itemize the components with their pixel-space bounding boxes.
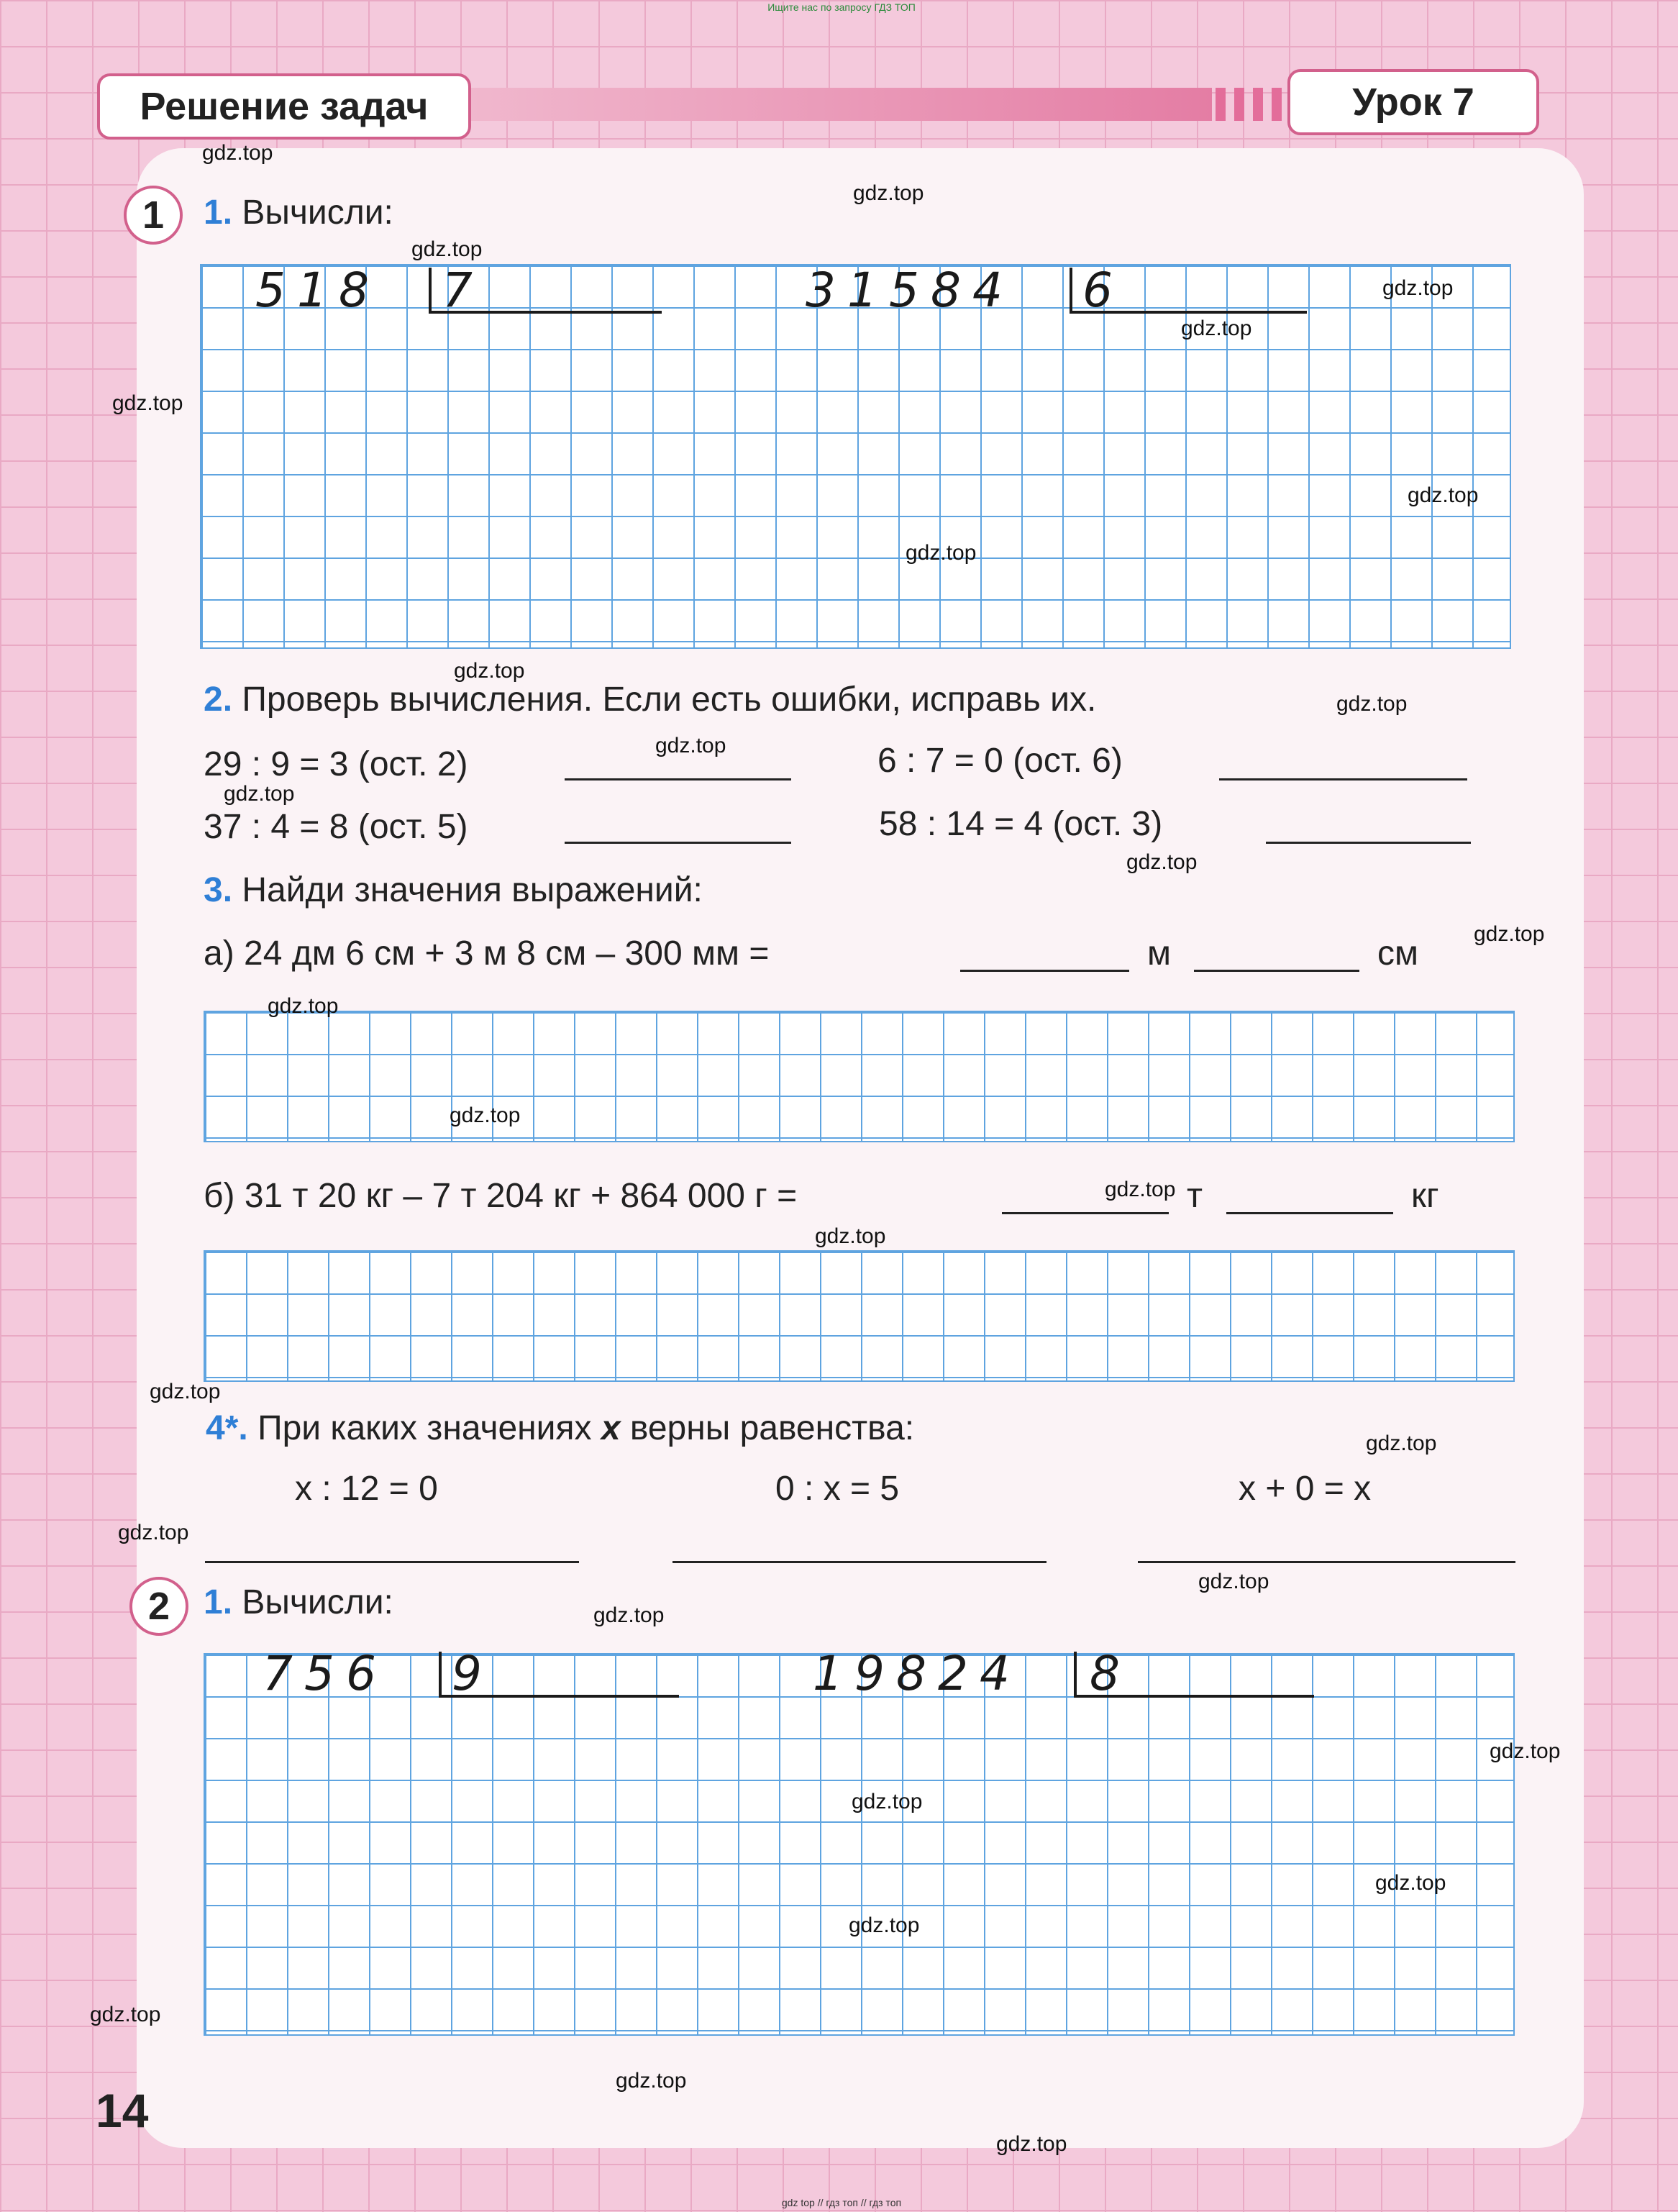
watermark: gdz.top [150,1380,221,1403]
unit-label: кг [1411,1177,1439,1215]
division-1-divisor: 7 [442,263,484,318]
work-grid-1[interactable] [200,264,1511,649]
watermark: gdz.top [1375,1871,1446,1895]
check-item-4: 58 : 14 = 4 (ост. 3) [879,805,1163,843]
task-text: Проверь вычисления. Если есть ошибки, исправь их. [242,681,1097,719]
answer-line[interactable] [672,1561,1047,1563]
answer-line[interactable] [1219,778,1467,780]
watermark: gdz.top [853,181,924,205]
watermark: gdz.top [1336,692,1408,716]
watermark: gdz.top [906,541,977,565]
work-grid-3a[interactable] [204,1011,1515,1142]
watermark: gdz.top [202,141,273,165]
watermark: gdz.top [815,1224,886,1248]
task-text: При каких значениях [257,1409,592,1447]
watermark: gdz.top [1490,1739,1561,1763]
task-1-2-heading [204,680,1096,719]
equation-3: x + 0 = x [1239,1470,1372,1508]
division-2-dividend: 31584 [806,263,1014,318]
watermark: gdz.top [224,782,295,806]
watermark: gdz.top [454,659,525,683]
division-2-divisor: 6 [1082,263,1124,318]
watermark: gdz.top [1474,922,1545,946]
expression-a: а) 24 дм 6 см + 3 м 8 см – 300 мм = [204,934,770,973]
answer-line[interactable] [565,778,791,780]
watermark: gdz.top [1382,276,1454,300]
watermark: gdz.top [1198,1570,1269,1593]
unit-label: м [1147,934,1171,973]
task-number: 3. [204,871,233,909]
check-item-1: 29 : 9 = 3 (ост. 2) [204,745,468,783]
task-text: верны равенства: [629,1409,915,1447]
watermark: gdz.top [411,237,483,261]
watermark: gdz.top [1126,850,1198,874]
task-1-3-heading [204,870,703,910]
watermark: gdz.top [268,994,339,1018]
division-4-dividend: 19824 [813,1646,1021,1701]
page-number: 14 [96,2084,149,2137]
section-badge-2: 2 [129,1577,188,1636]
check-item-3: 37 : 4 = 8 (ост. 5) [204,808,468,846]
task-number: 1. [204,194,233,232]
work-grid-section2[interactable] [204,1653,1515,2036]
division-1-dividend: 518 [255,263,380,318]
section-badge-1: 1 [124,186,183,245]
division-3-divisor: 9 [452,1646,493,1701]
unit-label: т [1187,1177,1203,1215]
division-4-divisor: 8 [1090,1646,1131,1701]
watermark: gdz.top [996,2132,1067,2156]
variable-x: x [601,1409,621,1447]
task-text: Вычисли: [242,194,393,232]
unit-label: см [1377,934,1418,973]
answer-line[interactable] [960,970,1129,972]
watermark: gdz.top [450,1103,521,1127]
answer-line[interactable] [1226,1212,1393,1214]
watermark: gdz.top [1408,483,1479,507]
watermark: gdz.top [849,1913,920,1937]
answer-line[interactable] [565,842,791,844]
watermark: gdz.top [90,2003,161,2026]
task-1-4-heading [206,1408,914,1448]
watermark: gdz.top [1105,1178,1176,1201]
answer-line[interactable] [1194,970,1359,972]
answer-line[interactable] [205,1561,579,1563]
watermark: gdz.top [852,1790,923,1813]
answer-line[interactable] [1266,842,1471,844]
lesson-label: Урок 7 [1287,69,1539,135]
page-title: Решение задач [97,73,471,140]
work-grid-3b[interactable] [204,1250,1515,1382]
check-item-2: 6 : 7 = 0 (ост. 6) [877,742,1123,780]
answer-line[interactable] [1138,1561,1515,1563]
task-2-1-heading [204,1583,393,1622]
task-number: 2. [204,681,233,719]
equation-1: x : 12 = 0 [295,1470,438,1508]
watermark: gdz.top [1366,1432,1437,1455]
top-search-note: Ищите нас по запросу ГДЗ ТОП [767,1,916,13]
watermark: gdz.top [655,734,726,757]
watermark: gdz.top [118,1521,189,1544]
answer-line[interactable] [1002,1212,1169,1214]
watermark: gdz.top [112,391,183,415]
task-number: 1. [204,1583,233,1621]
task-1-1-heading [204,193,393,232]
task-number: 4*. [206,1409,248,1447]
header-stripes [1216,88,1287,121]
watermark: gdz.top [1181,317,1252,340]
header-bar [471,88,1212,121]
task-text: Вычисли: [242,1583,393,1621]
footer-note: gdz top // гдз топ // гдз топ [781,2197,902,2208]
watermark: gdz.top [593,1603,665,1627]
division-3-dividend: 756 [263,1646,388,1701]
equation-2: 0 : x = 5 [775,1470,900,1508]
expression-b: б) 31 т 20 кг – 7 т 204 кг + 864 000 г = [204,1177,798,1215]
watermark: gdz.top [616,2069,687,2093]
task-text: Найди значения выражений: [242,871,703,909]
